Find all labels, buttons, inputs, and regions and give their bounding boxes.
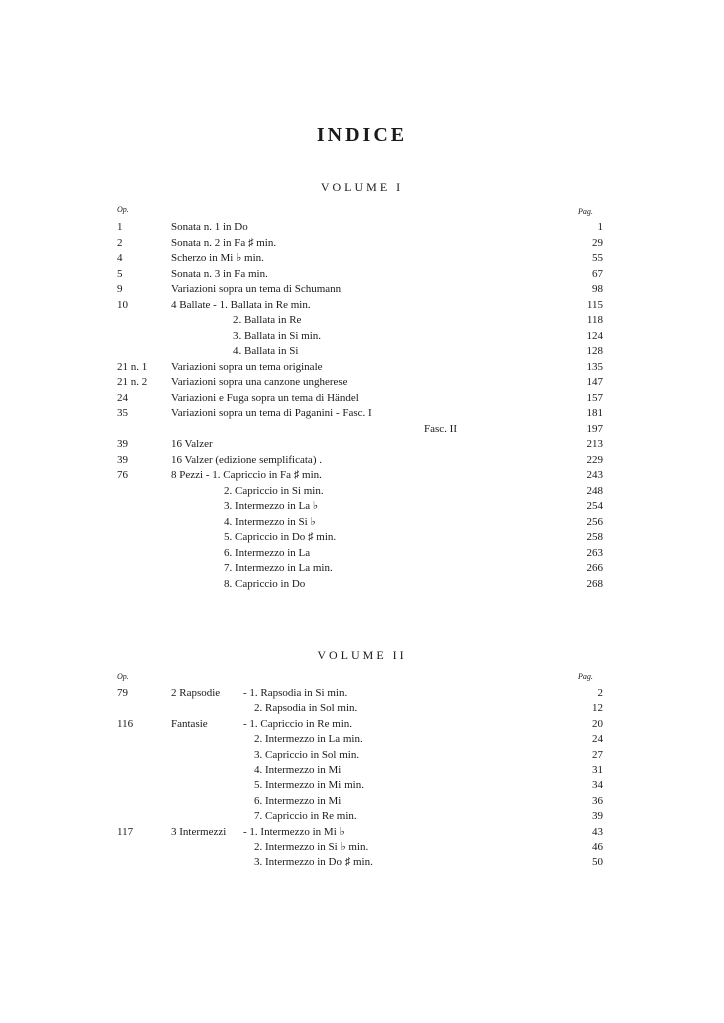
op-number: 117 (117, 825, 134, 838)
table-row (117, 360, 603, 375)
op-number: 79 (117, 687, 128, 699)
entry-title: Sonata n. 3 in Fa min. (171, 267, 268, 280)
op-number: 1 (117, 221, 123, 233)
entry-title: Variazioni sopra una canzone ungherese (171, 376, 348, 388)
op-number: 21 n. 1 (117, 360, 148, 373)
volume-1-heading: VOLUME I (320, 180, 404, 194)
entry-title: 4 Ballate - 1. Ballata in Re min. (171, 298, 311, 311)
table-row (117, 748, 603, 763)
op-number: 2 (117, 236, 123, 249)
table-row (117, 298, 603, 313)
page-number: 181 (586, 407, 603, 419)
table-row (117, 406, 603, 421)
table-row (117, 468, 603, 483)
page-number: 213 (586, 438, 603, 450)
table-row (117, 686, 603, 701)
entry-title: - 1. Intermezzo in Mi ♭ (243, 825, 345, 838)
entry-title: 2. Intermezzo in Si ♭ min. (254, 841, 369, 853)
entry-title: 3. Capriccio in Sol min. (254, 748, 360, 761)
table-row (117, 546, 603, 561)
table-row (117, 530, 603, 545)
entry-title: Sonata n. 2 in Fa ♯ min. (171, 236, 277, 249)
page-number: 157 (586, 391, 603, 404)
group-title: Fantasie (171, 717, 208, 730)
entry-title: Fasc. II (424, 422, 457, 435)
table-row (117, 499, 603, 514)
table-row (117, 701, 603, 716)
entry-title: - 1. Rapsodia in Si min. (243, 687, 348, 699)
page-number: 128 (586, 345, 603, 357)
page-title: INDICE (316, 124, 408, 146)
table-row (117, 282, 603, 297)
entry-title: 5. Capriccio in Do ♯ min. (224, 531, 337, 543)
entry-title: 4. Ballata in Si (233, 345, 299, 357)
volume-2-heading: VOLUME II (317, 648, 407, 662)
table-row (117, 577, 603, 592)
entry-title: 16 Valzer (edizione semplificata) . (171, 453, 322, 466)
table-row (117, 236, 603, 251)
page-number: 263 (586, 546, 603, 559)
entry-title: Variazioni e Fuga sopra un tema di Händel (171, 391, 359, 404)
entry-title: 8 Pezzi - 1. Capriccio in Fa ♯ min. (171, 469, 322, 481)
table-row (117, 220, 603, 235)
table-row (117, 561, 603, 576)
page-number: 20 (592, 717, 603, 730)
page-number: 268 (586, 577, 603, 590)
entry-title: 7. Capriccio in Re min. (254, 810, 357, 823)
page-number: 46 (592, 841, 603, 853)
entry-title: 5. Intermezzo in Mi min. (254, 779, 364, 792)
entry-title: Scherzo in Mi ♭ min. (171, 252, 264, 264)
page-number: 1 (597, 221, 603, 233)
entry-title: Variazioni sopra un tema originale (171, 360, 323, 373)
page-column-header-2: Pag. (578, 672, 593, 681)
page-number: 29 (592, 236, 603, 249)
page-number: 50 (592, 856, 603, 869)
table-row (117, 825, 603, 840)
op-number: 24 (117, 391, 128, 404)
table-row (117, 437, 603, 452)
entry-title: Variazioni sopra un tema di Paganini - Fasc. I (171, 407, 372, 419)
entry-title: 6. Intermezzo in Mi (254, 794, 342, 807)
group-title: 3 Intermezzi (171, 825, 227, 838)
page-number: 12 (592, 702, 603, 715)
op-column-header: Op. (117, 205, 129, 214)
table-row (117, 840, 603, 855)
op-number: 10 (117, 298, 128, 311)
page-number: 147 (586, 376, 603, 388)
page-number: 243 (586, 469, 603, 481)
page-number: 256 (586, 515, 603, 528)
table-row (117, 717, 603, 732)
entry-title: 2. Capriccio in Si min. (224, 484, 324, 497)
entry-title: 3. Intermezzo in Do ♯ min. (254, 856, 373, 869)
table-row (117, 484, 603, 499)
op-number: 9 (117, 283, 123, 295)
page-number: 118 (586, 314, 603, 326)
entry-title: Sonata n. 1 in Do (171, 221, 248, 233)
entry-title: 2. Intermezzo in La min. (254, 733, 363, 746)
page-number: 229 (586, 453, 603, 466)
table-row (117, 778, 603, 793)
page-number: 266 (586, 562, 603, 574)
page-number: 258 (586, 531, 603, 543)
page-number: 248 (586, 484, 603, 497)
page-number: 2 (597, 687, 603, 699)
page-number: 39 (592, 810, 603, 823)
entry-title: 6. Intermezzo in La (224, 546, 311, 559)
page-number: 124 (586, 329, 603, 342)
table-row (117, 453, 603, 468)
table-row (117, 251, 603, 266)
op-number: 39 (117, 453, 128, 466)
entry-title: 16 Valzer (171, 438, 213, 450)
entry-title: Variazioni sopra un tema di Schumann (171, 283, 342, 295)
page-number: 24 (592, 733, 603, 746)
entry-title: - 1. Capriccio in Re min. (243, 717, 353, 730)
entry-title: 4. Intermezzo in Si ♭ (224, 515, 316, 528)
op-column-header-2: Op. (117, 672, 129, 681)
table-row (117, 375, 603, 390)
page-number: 98 (592, 283, 603, 295)
entry-title: 7. Intermezzo in La min. (224, 562, 333, 574)
op-number: 76 (117, 469, 128, 481)
table-row (117, 329, 603, 344)
table-row (117, 763, 603, 778)
table-row (117, 391, 603, 406)
page-number: 43 (592, 825, 603, 838)
entry-title: 2. Rapsodia in Sol min. (254, 702, 358, 715)
page-number: 31 (592, 764, 603, 776)
page-number: 115 (586, 298, 603, 311)
op-number: 5 (117, 267, 123, 280)
entry-title: 3. Intermezzo in La ♭ (224, 500, 319, 512)
page-number: 254 (586, 500, 603, 512)
table-row (117, 732, 603, 747)
page-number: 135 (586, 360, 603, 373)
page-number: 34 (592, 779, 603, 792)
entry-title: 8. Capriccio in Do (224, 577, 306, 590)
group-title: 2 Rapsodie (171, 687, 221, 699)
page-column-header: Pag. (578, 207, 593, 216)
table-row (117, 515, 603, 530)
op-number: 116 (117, 717, 134, 730)
table-row (117, 855, 603, 870)
entry-title: 4. Intermezzo in Mi (254, 764, 342, 776)
table-row (117, 809, 603, 824)
table-row (117, 267, 603, 282)
page-number: 27 (592, 748, 603, 761)
page-number: 36 (592, 794, 603, 807)
entry-title: 3. Ballata in Si min. (233, 329, 321, 342)
table-row (117, 344, 603, 359)
op-number: 39 (117, 438, 128, 450)
page-number: 197 (586, 422, 603, 435)
table-row (117, 313, 603, 328)
op-number: 4 (117, 252, 123, 264)
table-row (117, 422, 603, 437)
op-number: 21 n. 2 (117, 376, 148, 388)
page-number: 55 (592, 252, 603, 264)
table-row (117, 794, 603, 809)
entry-title: 2. Ballata in Re (233, 314, 302, 326)
op-number: 35 (117, 407, 128, 419)
page-number: 67 (592, 267, 603, 280)
